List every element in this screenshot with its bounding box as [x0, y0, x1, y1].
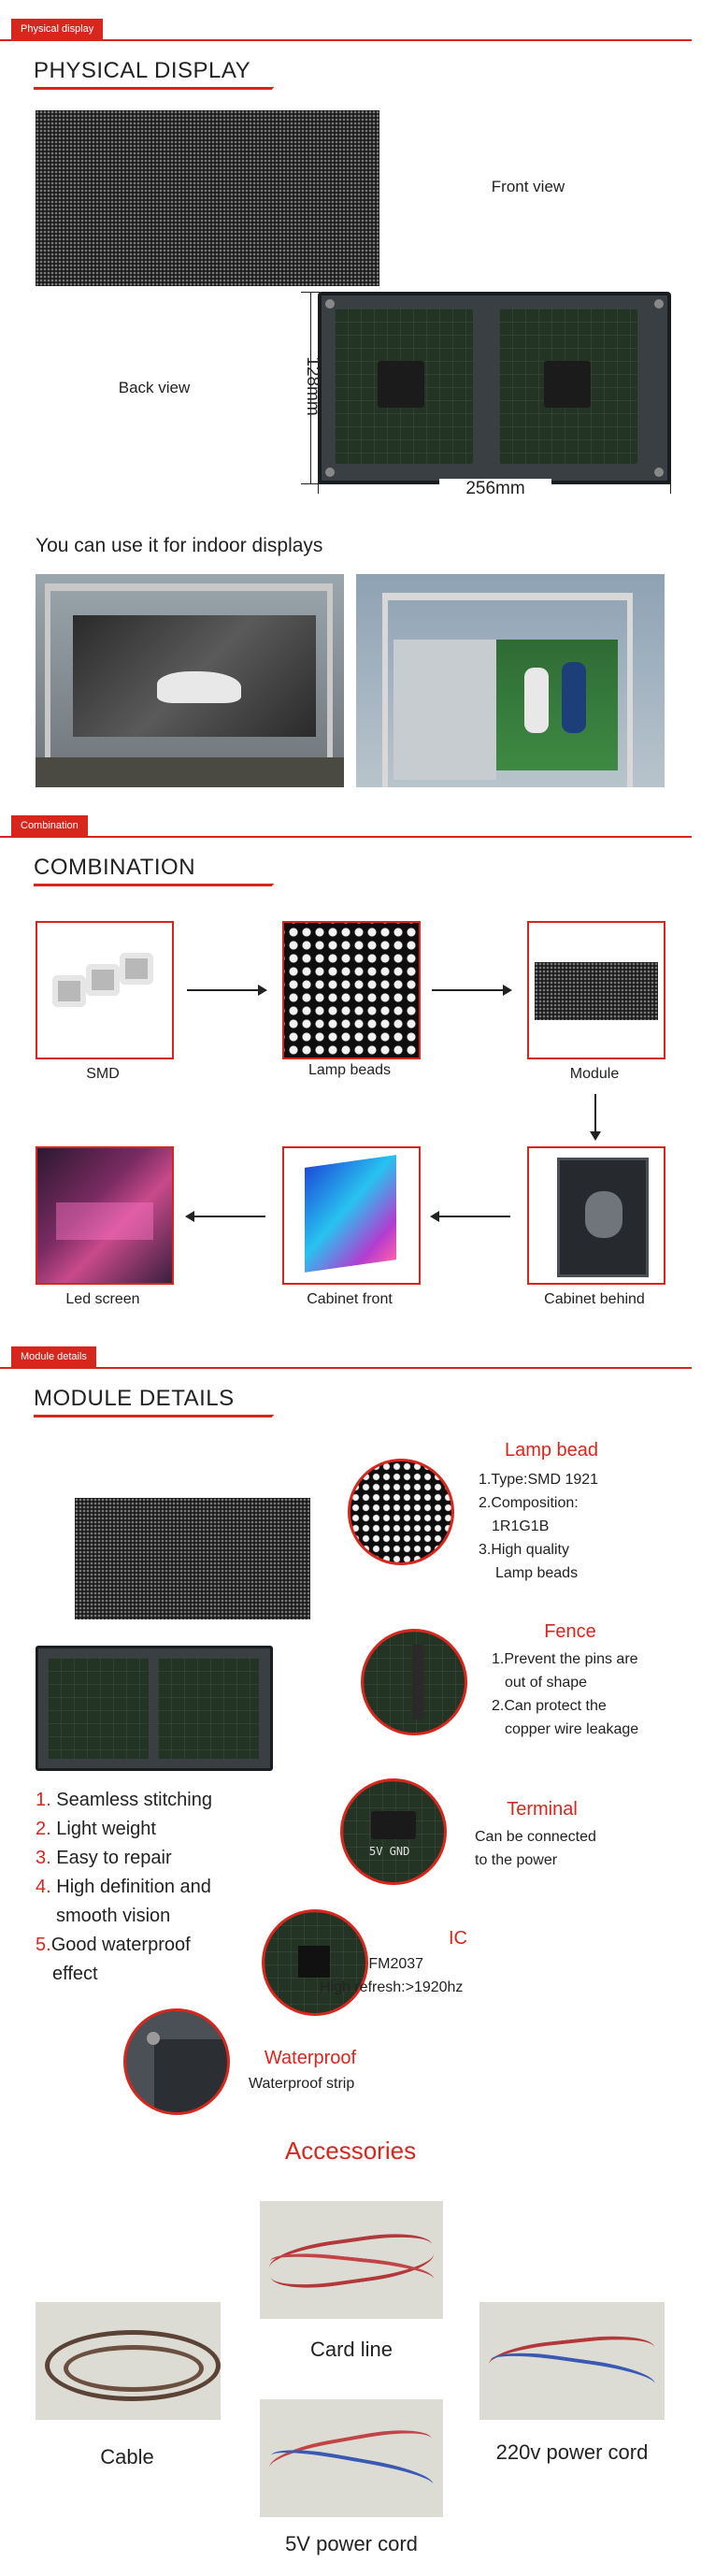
lamp-bead-details: [479, 1468, 598, 1585]
dim-tick: [301, 292, 320, 293]
terminal-print-label: 5V GND: [369, 1845, 410, 1858]
detail-line: 2.Can protect the: [492, 1698, 607, 1714]
waterproof-closeup: [123, 2008, 230, 2115]
cabinet-behind-image: [527, 1146, 665, 1285]
detail-line: 1.Type:SMD 1921: [479, 1472, 599, 1488]
waterproof-title: Waterproof: [264, 2048, 357, 2068]
truss: [382, 593, 633, 600]
feature-num: 5.: [36, 1935, 51, 1955]
cable-label: Cable: [100, 2445, 154, 2468]
feature-text: Easy to repair: [56, 1848, 172, 1868]
detail-line: to the power: [475, 1852, 558, 1868]
terminal-details: [475, 1825, 596, 1872]
back-view-label: Back view: [118, 379, 191, 396]
feature-item: [36, 1873, 212, 1902]
power-220-image: [479, 2302, 665, 2420]
heading-underline: [34, 1415, 267, 1418]
feature-text: Light weight: [56, 1819, 156, 1839]
detail-line: 2.Composition:: [479, 1495, 579, 1511]
cable-image: [36, 2302, 221, 2420]
lamp-beads-image: [282, 921, 421, 1059]
feature-item: [36, 1815, 212, 1844]
section-tag-line: [0, 1367, 692, 1369]
feature-num: 2.: [36, 1819, 51, 1839]
cabinet-handle: [585, 1191, 622, 1238]
accessories-title: Accessories: [284, 2137, 417, 2165]
ic-details: [320, 1952, 464, 1999]
feature-item: [36, 1960, 212, 1989]
section-tag-line: [0, 39, 692, 41]
arrow-right: [432, 989, 510, 991]
truss: [382, 593, 388, 787]
cabinet-behind-label: Cabinet behind: [544, 1291, 645, 1307]
player: [524, 668, 549, 733]
detail-line: High refresh:>1920hz: [320, 1979, 464, 1995]
terminal-title: Terminal: [507, 1799, 578, 1820]
heading-underline: [34, 884, 267, 886]
power-5v-label: 5V power cord: [285, 2532, 418, 2555]
screw: [654, 299, 664, 309]
section-heading-module: MODULE DETAILS: [34, 1386, 235, 1411]
lamp-bead-closeup: [348, 1459, 454, 1565]
crowd: [36, 757, 344, 787]
detail-line: Lamp beads: [495, 1565, 579, 1581]
section-tag-line: [0, 836, 692, 838]
arrow-left: [187, 1216, 265, 1217]
truss: [45, 583, 333, 591]
detail-line: 1R1G1B: [492, 1518, 550, 1534]
indoor-display-photo-2: [356, 574, 665, 787]
fence-bar: [412, 1645, 423, 1720]
module-back-detail-image: [36, 1646, 273, 1771]
smd-chip: [52, 975, 86, 1007]
screw: [654, 468, 664, 477]
waterproof-strip: [154, 2039, 229, 2114]
detail-line: 1.Prevent the pins are: [492, 1651, 638, 1667]
cable-loop: [64, 2345, 204, 2392]
dim-tick: [301, 483, 320, 484]
arrow-down: [594, 1094, 596, 1139]
screen-glow: [56, 1202, 153, 1240]
module-back-image: [318, 292, 671, 484]
power-5v-image: [260, 2399, 443, 2517]
ic-title: IC: [449, 1928, 467, 1949]
section-heading-combination: COMBINATION: [34, 855, 196, 880]
terminal-closeup: [340, 1778, 447, 1885]
smd-chip: [120, 953, 153, 985]
cabinet-front-panel: [305, 1155, 396, 1273]
card-line-image: [260, 2201, 443, 2319]
module-label: Module: [569, 1066, 620, 1082]
truss: [627, 593, 633, 787]
fence-details: [492, 1648, 638, 1741]
detail-line: FM2037: [368, 1956, 424, 1972]
lamp-bead-grid: [284, 923, 419, 1058]
waterproof-details: [249, 2072, 354, 2095]
dim-tick: [670, 475, 671, 494]
card-line-label: Card line: [309, 2338, 393, 2361]
section-tag-physical: Physical display: [11, 19, 103, 39]
detail-line: Waterproof strip: [249, 2076, 355, 2092]
pcb-left: [48, 1658, 149, 1759]
arrow-right: [187, 989, 265, 991]
power-220-label: 220v power cord: [495, 2440, 649, 2464]
fence-closeup: [361, 1629, 467, 1735]
terminal-block: [371, 1811, 416, 1839]
feature-text: High definition and: [56, 1877, 211, 1897]
screw: [325, 468, 335, 477]
feature-item: [36, 1931, 212, 1960]
screw: [325, 299, 335, 309]
cabinet-front-label: Cabinet front: [307, 1291, 393, 1307]
arrow-left: [432, 1216, 510, 1217]
detail-line: 3.High quality: [479, 1542, 569, 1558]
indoor-display-photo-1: [36, 574, 344, 787]
screen: [73, 615, 316, 737]
led-screen-label: Led screen: [65, 1291, 140, 1307]
feature-text: smooth vision: [56, 1906, 171, 1926]
ic-chip: [298, 1946, 330, 1978]
smd-chip: [86, 964, 120, 996]
dim-tick: [318, 475, 319, 494]
detail-line: copper wire leakage: [505, 1721, 639, 1737]
width-dimension-label: 256mm: [439, 479, 551, 499]
screen-back: [393, 640, 496, 780]
led-screen-image: [36, 1146, 174, 1285]
pcb-right: [158, 1658, 259, 1759]
feature-text: Seamless stitching: [56, 1790, 212, 1810]
cabinet-front-image: [282, 1146, 421, 1285]
features-list: [36, 1786, 212, 1989]
lamp-beads-label: Lamp beads: [308, 1062, 392, 1078]
module-front-detail-image: [75, 1498, 310, 1619]
feature-item: [36, 1786, 212, 1815]
car-shape: [157, 671, 241, 703]
feature-num: 3.: [36, 1848, 51, 1868]
section-tag-module: Module details: [11, 1346, 96, 1367]
module-front-image: [36, 110, 379, 286]
connector: [544, 361, 591, 408]
height-dimension-label: 128mm: [303, 356, 322, 416]
front-view-label: Front view: [491, 178, 565, 195]
player: [562, 662, 586, 733]
feature-item: [36, 1844, 212, 1873]
smd-label: SMD: [86, 1066, 120, 1082]
detail-line: Can be connected: [475, 1829, 596, 1845]
connector: [378, 361, 424, 408]
lamp-bead-title: Lamp bead: [504, 1440, 599, 1461]
fence-title: Fence: [544, 1621, 596, 1642]
feature-item: [36, 1902, 212, 1931]
feature-num: 1.: [36, 1790, 51, 1810]
section-tag-combination: Combination: [11, 815, 88, 836]
module-image: [527, 921, 665, 1059]
section-heading-physical: PHYSICAL DISPLAY: [34, 58, 251, 83]
usage-text: You can use it for indoor displays: [36, 535, 323, 556]
feature-text: effect: [52, 1964, 98, 1984]
module-grid: [535, 962, 658, 1020]
smd-image: [36, 921, 174, 1059]
feature-text: Good waterproof: [50, 1935, 191, 1955]
screen: [496, 640, 618, 770]
feature-num: 4.: [36, 1877, 51, 1897]
detail-line: out of shape: [505, 1675, 588, 1691]
heading-underline: [34, 87, 267, 90]
screw: [147, 2032, 160, 2045]
